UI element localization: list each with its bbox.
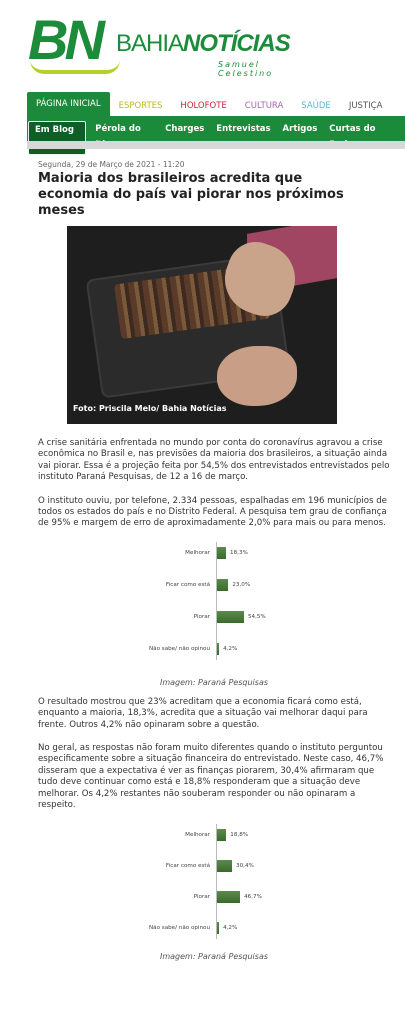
nav-tab-justi-a[interactable]: JUSTIÇA [348, 101, 383, 111]
chart-value-label: 23,0% [232, 581, 251, 588]
chart-value-label: 30,4% [236, 862, 254, 869]
subnav-item-4[interactable]: Entrevistas [216, 124, 271, 134]
chart-bar [217, 829, 226, 841]
chart-value-label: 18,3% [230, 549, 248, 556]
logo-wordmark: BAHIANOTÍCIAS [116, 30, 290, 57]
image-credit: Imagem: Paraná Pesquisas [159, 951, 269, 961]
paragraph: O instituto ouviu, por telefone, 2.334 pessoas, espalhadas em 196 municípios de todos os estados do país e no Distrito Federal. A pesquisa tem grau de confiança de 95% e margem de erro de aproximadamente 2,0% para mais ou para menos. [38, 495, 387, 529]
chart-financas [38, 824, 338, 948]
photo-caption: Foto: Priscila Melo/ Bahia Notícias [73, 404, 227, 413]
logo-swoosh [30, 60, 120, 74]
paragraph: O resultado mostrou que 23% acreditam que a economia ficará como está, enquanto a maioria, 18,3%, acredita que a situação vai melhorar daqui para frente. Outros 4,2% não opinaram sobre a questão. [38, 696, 368, 730]
divider-bar [27, 141, 405, 149]
chart-category-label: Melhorar [185, 549, 210, 556]
paragraph: No geral, as respostas não foram muito diferentes quando o instituto perguntou especificamente sobre a situação financeira do entrevistado. Neste caso, 46,7% disseram que a expectativa é ver as finanças piorarem, 30,4% afirmaram que tudo deve continuar como está e 18,8% responderam que a situação deve melhorar. Os 4,2% restantes não souberam responder ou não opinaram a respeito. [38, 743, 384, 811]
subnav-item-2[interactable]: Pérola do [95, 124, 141, 134]
chart-category-label: Melhorar [185, 831, 210, 838]
article-photo [67, 226, 337, 424]
nav-tab-cultura[interactable]: CULTURA [244, 101, 284, 111]
chart-value-label: 18,8% [230, 831, 249, 838]
nav-tab-sa-de[interactable]: SAÚDE [301, 101, 331, 111]
chart-category-label: Não sabe/ não opinou [148, 645, 210, 652]
subnav-item-3[interactable]: Charges [165, 124, 205, 134]
chart-value-label: 4,2% [223, 645, 238, 652]
chart-category-label: Piorar [193, 613, 210, 620]
chart-category-label: Ficar como está [165, 581, 210, 588]
chart-bar [217, 922, 219, 934]
sub-nav [28, 121, 405, 155]
article-date: Segunda, 29 de Março de 2021 - 11:20 [38, 160, 185, 169]
article-title: Maioria dos brasileiros acredita que economia do país vai piorar nos próximos meses [38, 171, 344, 218]
photo-hand [217, 346, 297, 406]
logo-tagline: Samuel Celestino [218, 60, 274, 78]
subnav-item-5[interactable]: Artigos [282, 124, 318, 134]
chart-bar [217, 860, 232, 872]
chart-value-label: 46,7% [244, 893, 262, 900]
chart-category-label: Ficar como está [165, 862, 210, 869]
nav-tab-esportes[interactable]: ESPORTES [118, 101, 163, 111]
site-logo[interactable] [28, 10, 308, 80]
chart-value-label: 54,5% [247, 613, 266, 620]
article [38, 160, 390, 961]
top-nav [27, 92, 405, 116]
nav-tab-p-gina-inicial[interactable]: PÁGINA INICIAL [27, 92, 110, 116]
logo-mark: BN [28, 8, 101, 71]
paragraph: A crise sanitária enfrentada no mundo por conta do coronavírus agravou a crise econômica no Brasil e, nas previsões da maioria dos brasileiros, a situação ainda vai piorar. Essa é a projeção feita por 54,5% dos entrevistados entrevistados pelo instituto Paraná Pesquisas, de 12 a 16 de março. [38, 438, 390, 483]
chart-category-label: Piorar [193, 893, 210, 900]
nav-tab-holofote[interactable]: HOLOFOTE [180, 101, 227, 111]
chart-bar [217, 643, 219, 655]
image-credit: Imagem: Paraná Pesquisas [159, 677, 269, 687]
subnav-item-1[interactable]: Em Blog [28, 121, 86, 155]
chart-category-label: Não sabe/ não opinou [148, 924, 210, 931]
chart-bar [217, 547, 226, 559]
chart-value-label: 4,2% [223, 924, 238, 931]
chart-bar [217, 891, 240, 903]
chart-economia [38, 540, 338, 672]
subnav-item-6[interactable]: Curtas do [329, 124, 376, 134]
chart-bar [217, 579, 228, 591]
chart-bar [217, 611, 244, 623]
